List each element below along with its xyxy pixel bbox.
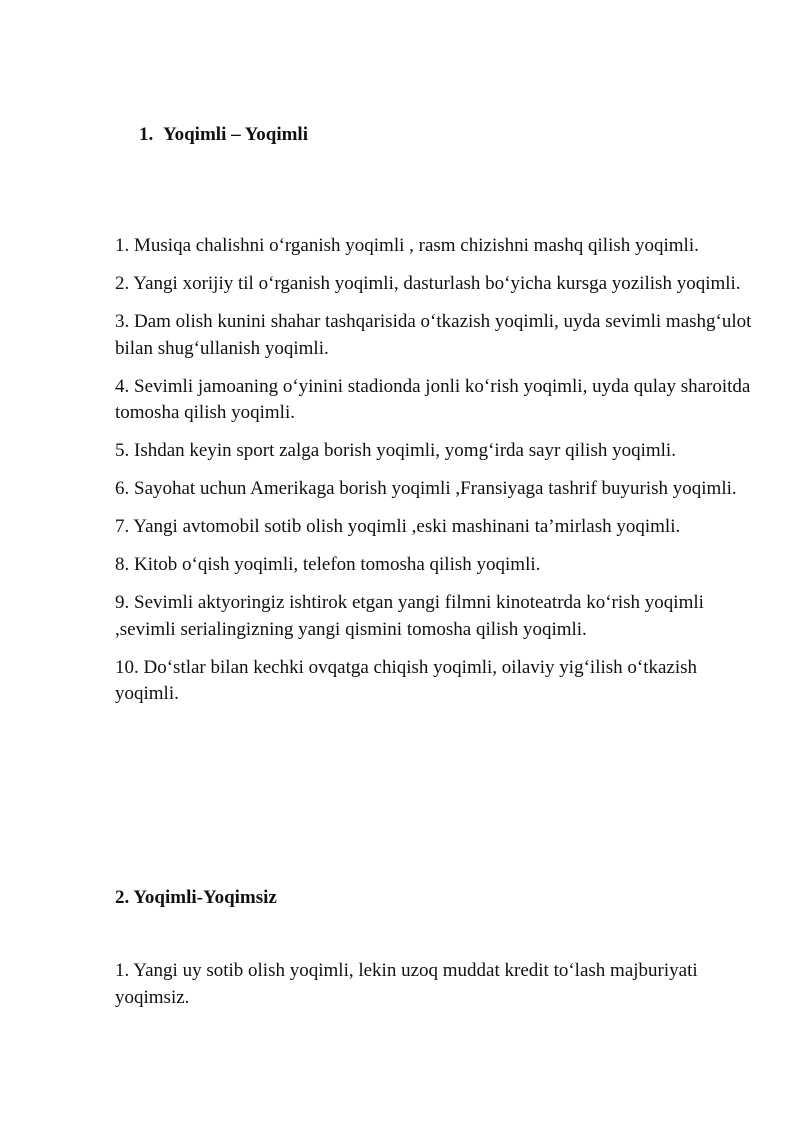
list-item: 1. Yangi uy sotib olish yoqimli, lekin uzoq muddat kredit to‘lash majburiyati yoqimsiz. — [115, 960, 698, 1008]
list-item: 5. Ishdan keyin sport zalga borish yoqimli, yomg‘irda sayr qilish yoqimli. — [115, 440, 676, 461]
section-1-number: 1. — [139, 124, 154, 145]
section-1-list — [115, 233, 755, 719]
list-item: 10. Do‘stlar bilan kechki ovqatga chiqish yoqimli, oilaviy yig‘ilish o‘tkazish yoqimli. — [115, 656, 698, 704]
list-item: 7. Yangi avtomobil sotib olish yoqimli ,eski mashinani ta’mirlash yoqimli. — [115, 516, 681, 537]
list-item: 3. Dam olish kunini shahar tashqarisida o‘tkazish yoqimli, uyda sevimli mashg‘ulot bilan shug‘ullanish yoqimli. — [115, 311, 752, 359]
section-2-heading: 2. Yoqimli-Yoqimsiz — [115, 887, 277, 908]
list-item: 8. Kitob o‘qish yoqimli, telefon tomosha qilish yoqimli. — [115, 554, 541, 575]
section-1-title: Yoqimli – Yoqimli — [163, 124, 308, 145]
list-item: 9. Sevimli aktyoringiz ishtirok etgan yangi filmni kinoteatrda ko‘rish yoqimli ,sevimli serialingizning yangi qismini tomosha qilish yoqimli. — [115, 592, 704, 640]
list-item: 1. Musiqa chalishni o‘rganish yoqimli , rasm chizishni mashq qilish yoqimli. — [115, 235, 699, 256]
section-1-heading — [139, 122, 308, 148]
list-item: 6. Sayohat uchun Amerikaga borish yoqimli ,Fransiyaga tashrif buyurish yoqimli. — [115, 478, 737, 499]
section-2-list — [115, 958, 755, 1023]
list-item: 2. Yangi xorijiy til o‘rganish yoqimli, dasturlash bo‘yicha kursga yozilish yoqimli. — [115, 273, 741, 294]
list-item: 4. Sevimli jamoaning o‘yinini stadionda jonli ko‘rish yoqimli, uyda qulay sharoitda tomosha qilish yoqimli. — [115, 375, 751, 423]
